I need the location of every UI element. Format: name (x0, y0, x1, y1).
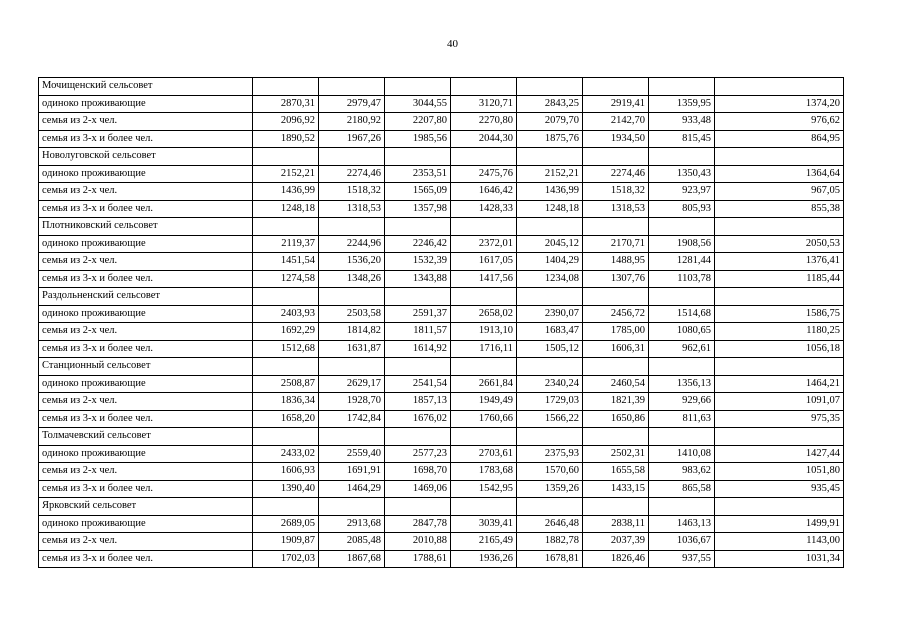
table-row (39, 480, 844, 498)
value-cell: 1427,44 (715, 445, 844, 463)
value-cell: 1821,39 (583, 393, 649, 411)
value-cell: 1565,09 (385, 183, 451, 201)
value-cell: 1348,26 (319, 270, 385, 288)
value-cell: 1464,21 (715, 375, 844, 393)
value-cell: 976,62 (715, 113, 844, 131)
value-cell: 1532,39 (385, 253, 451, 271)
table-row (39, 130, 844, 148)
value-cell: 2375,93 (517, 445, 583, 463)
empty-cell (517, 78, 583, 96)
value-cell: 2703,61 (451, 445, 517, 463)
value-cell: 1274,58 (253, 270, 319, 288)
value-cell: 1103,78 (649, 270, 715, 288)
value-cell: 1281,44 (649, 253, 715, 271)
value-cell: 2152,21 (517, 165, 583, 183)
empty-cell (583, 358, 649, 376)
empty-cell (649, 78, 715, 96)
value-cell: 2152,21 (253, 165, 319, 183)
value-cell: 1234,08 (517, 270, 583, 288)
value-cell: 1650,86 (583, 410, 649, 428)
value-cell: 2207,80 (385, 113, 451, 131)
tariff-table (38, 77, 844, 568)
value-cell: 2577,23 (385, 445, 451, 463)
value-cell: 2433,02 (253, 445, 319, 463)
value-cell: 1417,56 (451, 270, 517, 288)
value-cell: 1676,02 (385, 410, 451, 428)
value-cell: 983,62 (649, 463, 715, 481)
table-row (39, 183, 844, 201)
value-cell: 1359,26 (517, 480, 583, 498)
empty-cell (649, 358, 715, 376)
table-row (39, 340, 844, 358)
row-label: семья из 3-х и более чел. (39, 340, 253, 358)
empty-cell (715, 358, 844, 376)
value-cell: 1031,34 (715, 550, 844, 568)
empty-cell (385, 358, 451, 376)
row-label: одиноко проживающие (39, 95, 253, 113)
empty-cell (583, 78, 649, 96)
empty-cell (517, 288, 583, 306)
row-label: одиноко проживающие (39, 305, 253, 323)
table-row (39, 533, 844, 551)
row-label: одиноко проживающие (39, 445, 253, 463)
value-cell: 1374,20 (715, 95, 844, 113)
value-cell: 1318,53 (319, 200, 385, 218)
value-cell: 1836,34 (253, 393, 319, 411)
value-cell: 2270,80 (451, 113, 517, 131)
table-row (39, 235, 844, 253)
value-cell: 2246,42 (385, 235, 451, 253)
empty-cell (451, 218, 517, 236)
value-cell: 2475,76 (451, 165, 517, 183)
value-cell: 1505,12 (517, 340, 583, 358)
value-cell: 1760,66 (451, 410, 517, 428)
value-cell: 1716,11 (451, 340, 517, 358)
value-cell: 1617,05 (451, 253, 517, 271)
value-cell: 1185,44 (715, 270, 844, 288)
group-title: Плотниковский сельсовет (39, 218, 253, 236)
value-cell: 1867,68 (319, 550, 385, 568)
value-cell: 2456,72 (583, 305, 649, 323)
empty-cell (385, 218, 451, 236)
table-row (39, 410, 844, 428)
value-cell: 855,38 (715, 200, 844, 218)
value-cell: 2591,37 (385, 305, 451, 323)
empty-cell (715, 498, 844, 516)
value-cell: 1318,53 (583, 200, 649, 218)
row-label: семья из 2-х чел. (39, 533, 253, 551)
value-cell: 1936,26 (451, 550, 517, 568)
value-cell: 865,58 (649, 480, 715, 498)
value-cell: 1908,56 (649, 235, 715, 253)
value-cell: 2390,07 (517, 305, 583, 323)
table-row (39, 445, 844, 463)
value-cell: 3039,41 (451, 515, 517, 533)
empty-cell (319, 78, 385, 96)
value-cell: 1678,81 (517, 550, 583, 568)
empty-cell (649, 218, 715, 236)
group-title: Станционный сельсовет (39, 358, 253, 376)
empty-cell (253, 358, 319, 376)
value-cell: 1788,61 (385, 550, 451, 568)
empty-cell (583, 218, 649, 236)
value-cell: 1614,92 (385, 340, 451, 358)
row-label: семья из 2-х чел. (39, 463, 253, 481)
empty-cell (385, 498, 451, 516)
value-cell: 1356,13 (649, 375, 715, 393)
row-label: семья из 2-х чел. (39, 113, 253, 131)
value-cell: 2979,47 (319, 95, 385, 113)
value-cell: 1566,22 (517, 410, 583, 428)
value-cell: 1882,78 (517, 533, 583, 551)
row-label: одиноко проживающие (39, 165, 253, 183)
value-cell: 1248,18 (517, 200, 583, 218)
row-label: семья из 3-х и более чел. (39, 130, 253, 148)
value-cell: 1890,52 (253, 130, 319, 148)
value-cell: 1536,20 (319, 253, 385, 271)
value-cell: 1410,08 (649, 445, 715, 463)
group-header-row (39, 288, 844, 306)
value-cell: 1512,68 (253, 340, 319, 358)
row-label: семья из 2-х чел. (39, 323, 253, 341)
value-cell: 1631,87 (319, 340, 385, 358)
value-cell: 2661,84 (451, 375, 517, 393)
value-cell: 1570,60 (517, 463, 583, 481)
value-cell: 1928,70 (319, 393, 385, 411)
value-cell: 2274,46 (319, 165, 385, 183)
value-cell: 1909,87 (253, 533, 319, 551)
empty-cell (253, 288, 319, 306)
value-cell: 2503,58 (319, 305, 385, 323)
row-label: семья из 2-х чел. (39, 393, 253, 411)
value-cell: 2559,40 (319, 445, 385, 463)
value-cell: 805,93 (649, 200, 715, 218)
value-cell: 935,45 (715, 480, 844, 498)
value-cell: 1518,32 (319, 183, 385, 201)
value-cell: 1646,42 (451, 183, 517, 201)
empty-cell (715, 148, 844, 166)
value-cell: 2460,54 (583, 375, 649, 393)
value-cell: 1783,68 (451, 463, 517, 481)
value-cell: 1857,13 (385, 393, 451, 411)
value-cell: 1729,03 (517, 393, 583, 411)
value-cell: 1091,07 (715, 393, 844, 411)
value-cell: 1436,99 (517, 183, 583, 201)
empty-cell (451, 428, 517, 446)
value-cell: 1428,33 (451, 200, 517, 218)
empty-cell (253, 218, 319, 236)
empty-cell (715, 78, 844, 96)
group-title: Раздольненский сельсовет (39, 288, 253, 306)
value-cell: 2508,87 (253, 375, 319, 393)
value-cell: 1606,93 (253, 463, 319, 481)
value-cell: 1913,10 (451, 323, 517, 341)
value-cell: 2244,96 (319, 235, 385, 253)
row-label: одиноко проживающие (39, 235, 253, 253)
value-cell: 2180,92 (319, 113, 385, 131)
table-row (39, 515, 844, 533)
empty-cell (649, 428, 715, 446)
empty-cell (319, 218, 385, 236)
table-row (39, 393, 844, 411)
value-cell: 2847,78 (385, 515, 451, 533)
value-cell: 1826,46 (583, 550, 649, 568)
value-cell: 2050,53 (715, 235, 844, 253)
value-cell: 1180,25 (715, 323, 844, 341)
empty-cell (517, 218, 583, 236)
value-cell: 1143,00 (715, 533, 844, 551)
value-cell: 864,95 (715, 130, 844, 148)
value-cell: 2353,51 (385, 165, 451, 183)
value-cell: 2646,48 (517, 515, 583, 533)
value-cell: 1811,57 (385, 323, 451, 341)
empty-cell (319, 498, 385, 516)
value-cell: 1514,68 (649, 305, 715, 323)
value-cell: 1655,58 (583, 463, 649, 481)
value-cell: 1702,03 (253, 550, 319, 568)
empty-cell (583, 148, 649, 166)
value-cell: 1586,75 (715, 305, 844, 323)
row-label: семья из 3-х и более чел. (39, 200, 253, 218)
value-cell: 1390,40 (253, 480, 319, 498)
empty-cell (451, 148, 517, 166)
table-row (39, 165, 844, 183)
value-cell: 1698,70 (385, 463, 451, 481)
empty-cell (253, 78, 319, 96)
empty-cell (253, 498, 319, 516)
value-cell: 1080,65 (649, 323, 715, 341)
value-cell: 1658,20 (253, 410, 319, 428)
empty-cell (715, 218, 844, 236)
empty-cell (319, 358, 385, 376)
empty-cell (451, 78, 517, 96)
value-cell: 2838,11 (583, 515, 649, 533)
value-cell: 1949,49 (451, 393, 517, 411)
value-cell: 2919,41 (583, 95, 649, 113)
value-cell: 1934,50 (583, 130, 649, 148)
value-cell: 1518,32 (583, 183, 649, 201)
empty-cell (583, 288, 649, 306)
value-cell: 923,97 (649, 183, 715, 201)
empty-cell (517, 358, 583, 376)
empty-cell (385, 288, 451, 306)
table-row (39, 323, 844, 341)
table-row (39, 463, 844, 481)
value-cell: 933,48 (649, 113, 715, 131)
value-cell: 2843,25 (517, 95, 583, 113)
value-cell: 1967,26 (319, 130, 385, 148)
empty-cell (319, 288, 385, 306)
table-row (39, 95, 844, 113)
empty-cell (649, 498, 715, 516)
empty-cell (253, 428, 319, 446)
empty-cell (649, 148, 715, 166)
group-title: Толмачевский сельсовет (39, 428, 253, 446)
value-cell: 815,45 (649, 130, 715, 148)
value-cell: 1357,98 (385, 200, 451, 218)
empty-cell (715, 288, 844, 306)
value-cell: 929,66 (649, 393, 715, 411)
table-row (39, 550, 844, 568)
value-cell: 1051,80 (715, 463, 844, 481)
value-cell: 2274,46 (583, 165, 649, 183)
value-cell: 2629,17 (319, 375, 385, 393)
group-header-row (39, 148, 844, 166)
value-cell: 2403,93 (253, 305, 319, 323)
row-label: одиноко проживающие (39, 375, 253, 393)
value-cell: 1036,67 (649, 533, 715, 551)
value-cell: 1985,56 (385, 130, 451, 148)
value-cell: 937,55 (649, 550, 715, 568)
row-label: семья из 3-х и более чел. (39, 270, 253, 288)
value-cell: 811,63 (649, 410, 715, 428)
row-label: семья из 3-х и более чел. (39, 480, 253, 498)
value-cell: 2037,39 (583, 533, 649, 551)
empty-cell (451, 288, 517, 306)
value-cell: 1785,00 (583, 323, 649, 341)
row-label: семья из 3-х и более чел. (39, 550, 253, 568)
value-cell: 1350,43 (649, 165, 715, 183)
table-row (39, 375, 844, 393)
value-cell: 2142,70 (583, 113, 649, 131)
value-cell: 1499,91 (715, 515, 844, 533)
value-cell: 2165,49 (451, 533, 517, 551)
value-cell: 1814,82 (319, 323, 385, 341)
value-cell: 1056,18 (715, 340, 844, 358)
empty-cell (451, 358, 517, 376)
value-cell: 967,05 (715, 183, 844, 201)
value-cell: 2045,12 (517, 235, 583, 253)
value-cell: 3044,55 (385, 95, 451, 113)
value-cell: 2096,92 (253, 113, 319, 131)
value-cell: 2913,68 (319, 515, 385, 533)
value-cell: 2170,71 (583, 235, 649, 253)
value-cell: 1692,29 (253, 323, 319, 341)
value-cell: 1463,13 (649, 515, 715, 533)
group-title: Новолуговской сельсовет (39, 148, 253, 166)
value-cell: 1248,18 (253, 200, 319, 218)
value-cell: 1488,95 (583, 253, 649, 271)
group-header-row (39, 218, 844, 236)
value-cell: 2340,24 (517, 375, 583, 393)
empty-cell (583, 428, 649, 446)
group-header-row (39, 78, 844, 96)
value-cell: 2010,88 (385, 533, 451, 551)
value-cell: 2119,37 (253, 235, 319, 253)
empty-cell (517, 148, 583, 166)
group-header-row (39, 498, 844, 516)
value-cell: 1436,99 (253, 183, 319, 201)
value-cell: 2658,02 (451, 305, 517, 323)
empty-cell (253, 148, 319, 166)
group-header-row (39, 428, 844, 446)
group-header-row (39, 358, 844, 376)
value-cell: 1606,31 (583, 340, 649, 358)
value-cell: 2372,01 (451, 235, 517, 253)
group-title: Мочищенский сельсовет (39, 78, 253, 96)
value-cell: 2079,70 (517, 113, 583, 131)
value-cell: 962,61 (649, 340, 715, 358)
empty-cell (517, 428, 583, 446)
row-label: семья из 2-х чел. (39, 183, 253, 201)
table-row (39, 253, 844, 271)
row-label: семья из 2-х чел. (39, 253, 253, 271)
value-cell: 1469,06 (385, 480, 451, 498)
value-cell: 1307,76 (583, 270, 649, 288)
table-row (39, 270, 844, 288)
value-cell: 2085,48 (319, 533, 385, 551)
value-cell: 1464,29 (319, 480, 385, 498)
value-cell: 1875,76 (517, 130, 583, 148)
value-cell: 2870,31 (253, 95, 319, 113)
value-cell: 2689,05 (253, 515, 319, 533)
value-cell: 1343,88 (385, 270, 451, 288)
value-cell: 1683,47 (517, 323, 583, 341)
empty-cell (385, 78, 451, 96)
table-body (39, 78, 844, 568)
row-label: семья из 3-х и более чел. (39, 410, 253, 428)
empty-cell (385, 428, 451, 446)
value-cell: 3120,71 (451, 95, 517, 113)
page-number: 40 (447, 38, 458, 50)
value-cell: 2502,31 (583, 445, 649, 463)
value-cell: 2541,54 (385, 375, 451, 393)
value-cell: 1376,41 (715, 253, 844, 271)
table-row (39, 305, 844, 323)
empty-cell (319, 148, 385, 166)
empty-cell (451, 498, 517, 516)
value-cell: 1691,91 (319, 463, 385, 481)
group-title: Ярковский сельсовет (39, 498, 253, 516)
value-cell: 1542,95 (451, 480, 517, 498)
value-cell: 1433,15 (583, 480, 649, 498)
empty-cell (715, 428, 844, 446)
value-cell: 1364,64 (715, 165, 844, 183)
value-cell: 975,35 (715, 410, 844, 428)
table-row (39, 113, 844, 131)
value-cell: 1451,54 (253, 253, 319, 271)
value-cell: 1359,95 (649, 95, 715, 113)
table-row (39, 200, 844, 218)
value-cell: 2044,30 (451, 130, 517, 148)
empty-cell (385, 148, 451, 166)
empty-cell (583, 498, 649, 516)
row-label: одиноко проживающие (39, 515, 253, 533)
empty-cell (649, 288, 715, 306)
value-cell: 1404,29 (517, 253, 583, 271)
value-cell: 1742,84 (319, 410, 385, 428)
empty-cell (517, 498, 583, 516)
empty-cell (319, 428, 385, 446)
